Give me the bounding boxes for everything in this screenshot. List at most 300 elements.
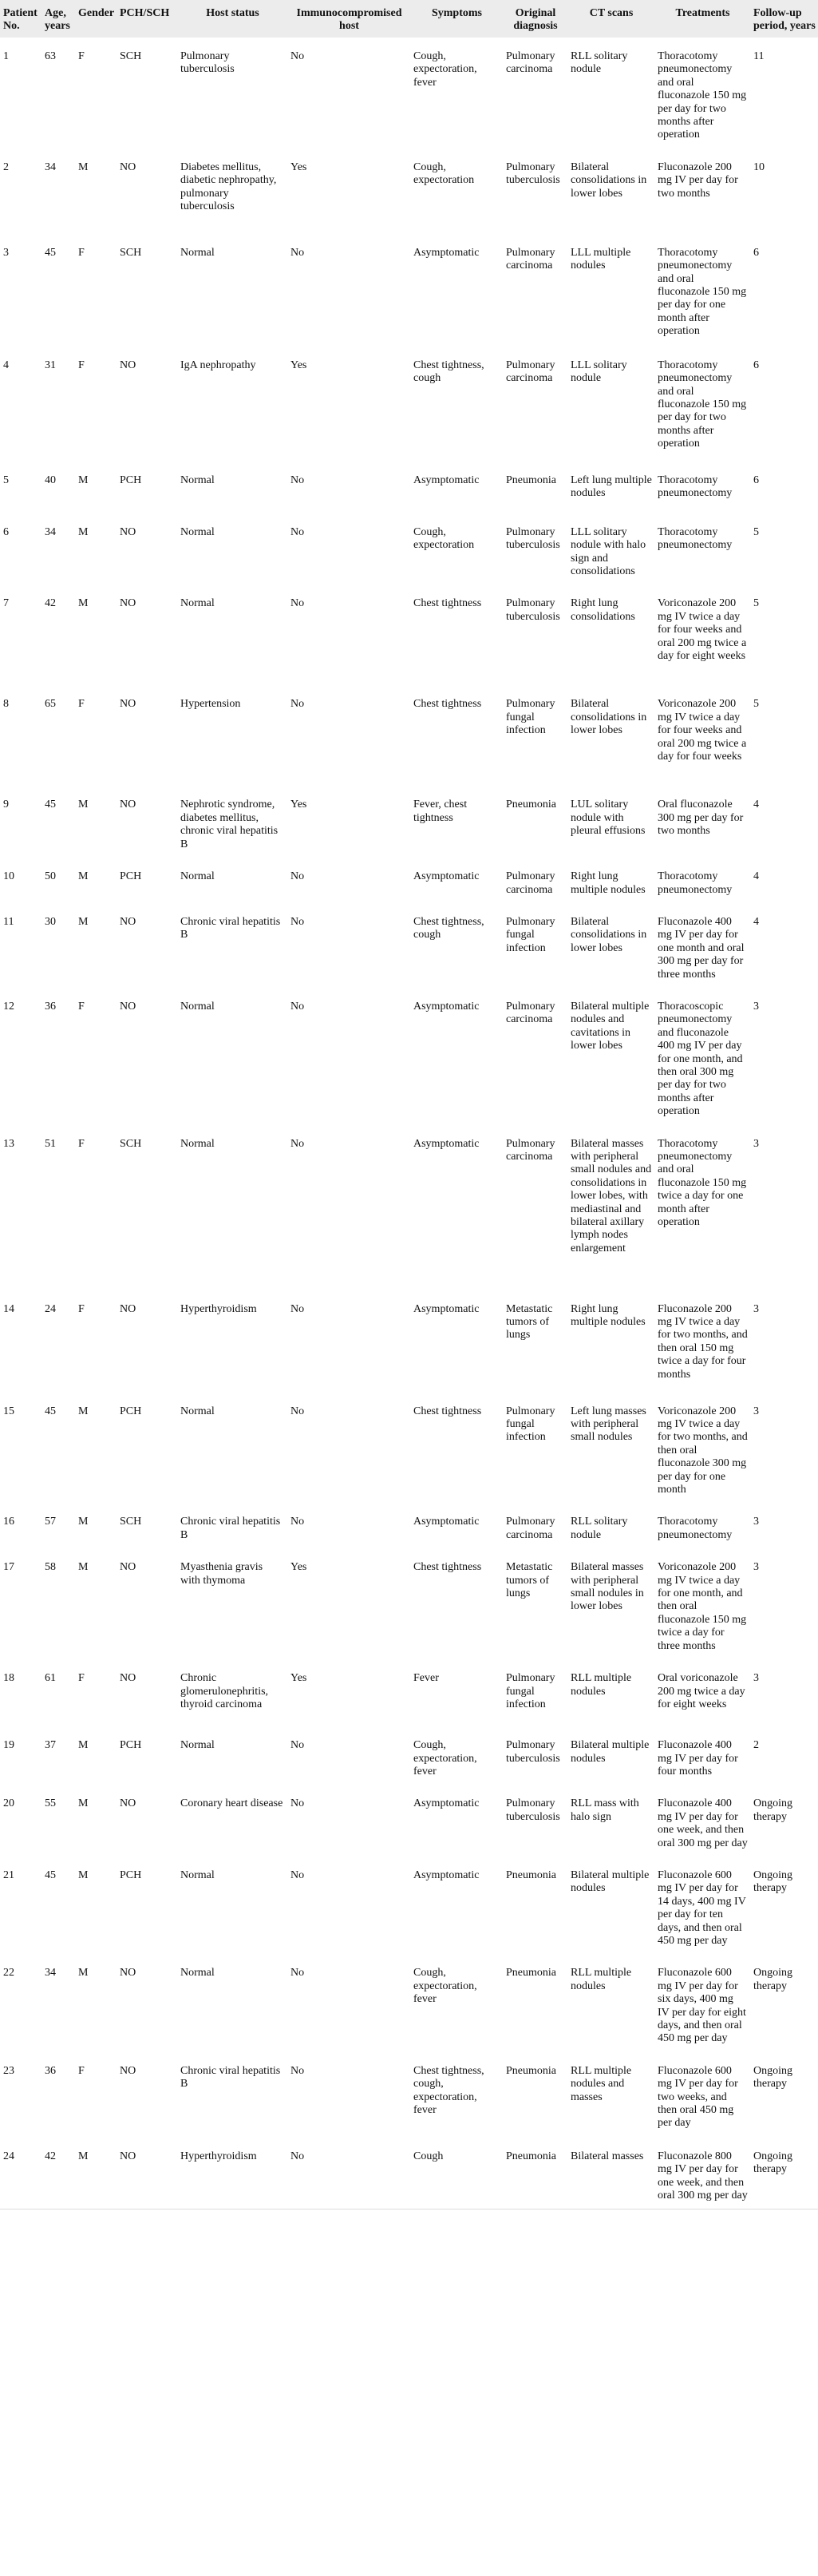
- cell-ct-scans: Bilateral multiple nodules and cavitations in lower lobes: [567, 988, 654, 1125]
- cell-age: 57: [41, 1504, 75, 1549]
- cell-ct-scans: Bilateral consolidations in lower lobes: [567, 903, 654, 988]
- table-row: [0, 149, 818, 234]
- cell-host-status: Chronic viral hepatitis B: [177, 1504, 287, 1549]
- cell-original-diagnosis: Pneumonia: [503, 787, 567, 858]
- cell-immunocompromised: No: [287, 1125, 410, 1290]
- cell-pch-sch: PCH: [117, 1857, 177, 1954]
- cell-symptoms: Cough, expectoration, fever: [410, 1955, 503, 2052]
- cell-age: 34: [41, 1955, 75, 2052]
- cell-pch-sch: PCH: [117, 858, 177, 904]
- cell-original-diagnosis: Pulmonary tuberculosis: [503, 1727, 567, 1785]
- cell-immunocompromised: No: [287, 513, 410, 585]
- cell-gender: M: [75, 2138, 117, 2209]
- header-host-status: Host status: [177, 0, 287, 38]
- cell-age: 40: [41, 462, 75, 513]
- cell-treatments: Fluconazole 800 mg IV per day for one week, and then oral 300 mg per day: [654, 2138, 750, 2209]
- cell-treatments: Thoracotomy pneumonectomy and oral fluconazole 150 mg twice a day for one month after operation: [654, 1125, 750, 1290]
- cell-host-status: Chronic viral hepatitis B: [177, 903, 287, 988]
- cell-immunocompromised: No: [287, 686, 410, 787]
- cell-treatments: Voriconazole 200 mg IV twice a day for four weeks and oral 200 mg twice a day for eight weeks: [654, 585, 750, 686]
- cell-symptoms: Chest tightness: [410, 1393, 503, 1504]
- cell-host-status: Normal: [177, 988, 287, 1125]
- cell-treatments: Thoracotomy pneumonectomy: [654, 858, 750, 904]
- cell-age: 63: [41, 38, 75, 149]
- cell-original-diagnosis: Pneumonia: [503, 2138, 567, 2209]
- cell-patient-no: 21: [0, 1857, 41, 1954]
- cell-original-diagnosis: Pulmonary fungal infection: [503, 1393, 567, 1504]
- cell-follow-up: Ongoing therapy: [750, 2138, 818, 2209]
- cell-ct-scans: Right lung multiple nodules: [567, 858, 654, 904]
- cell-host-status: Myasthenia gravis with thymoma: [177, 1549, 287, 1660]
- cell-gender: M: [75, 585, 117, 686]
- cell-patient-no: 18: [0, 1660, 41, 1727]
- cell-original-diagnosis: Pulmonary carcinoma: [503, 347, 567, 462]
- table-row: [0, 858, 818, 904]
- cell-patient-no: 16: [0, 1504, 41, 1549]
- cell-gender: F: [75, 1125, 117, 1290]
- table-row: [0, 1290, 818, 1393]
- cell-ct-scans: RLL mass with halo sign: [567, 1785, 654, 1857]
- table-row: [0, 38, 818, 149]
- cell-ct-scans: RLL multiple nodules: [567, 1955, 654, 2052]
- cell-age: 36: [41, 2052, 75, 2138]
- cell-age: 42: [41, 2138, 75, 2209]
- cell-original-diagnosis: Pneumonia: [503, 1857, 567, 1954]
- cell-follow-up: 4: [750, 787, 818, 858]
- cell-pch-sch: PCH: [117, 1393, 177, 1504]
- table-row: [0, 903, 818, 988]
- cell-gender: M: [75, 1504, 117, 1549]
- cell-gender: M: [75, 462, 117, 513]
- cell-treatments: Fluconazole 400 mg IV per day for one month and oral 300 mg per day for three months: [654, 903, 750, 988]
- cell-original-diagnosis: Pulmonary carcinoma: [503, 858, 567, 904]
- cell-treatments: Fluconazole 400 mg IV per day for four months: [654, 1727, 750, 1785]
- cell-treatments: Oral voriconazole 200 mg twice a day for eight weeks: [654, 1660, 750, 1727]
- cell-treatments: Fluconazole 400 mg IV per day for one week, and then oral 300 mg per day: [654, 1785, 750, 1857]
- cell-pch-sch: NO: [117, 585, 177, 686]
- cell-immunocompromised: Yes: [287, 787, 410, 858]
- cell-patient-no: 11: [0, 903, 41, 988]
- cell-original-diagnosis: Pneumonia: [503, 462, 567, 513]
- cell-follow-up: 3: [750, 1549, 818, 1660]
- header-age: Age, years: [41, 0, 75, 38]
- cell-pch-sch: NO: [117, 1955, 177, 2052]
- cell-patient-no: 12: [0, 988, 41, 1125]
- cell-host-status: IgA nephropathy: [177, 347, 287, 462]
- cell-pch-sch: SCH: [117, 38, 177, 149]
- cell-gender: F: [75, 686, 117, 787]
- cell-age: 34: [41, 513, 75, 585]
- table-row: [0, 1785, 818, 1857]
- cell-gender: M: [75, 1785, 117, 1857]
- table-row: [0, 1955, 818, 2052]
- cell-original-diagnosis: Pulmonary carcinoma: [503, 38, 567, 149]
- cell-ct-scans: Right lung multiple nodules: [567, 1290, 654, 1393]
- cell-age: 65: [41, 686, 75, 787]
- cell-ct-scans: RLL solitary nodule: [567, 1504, 654, 1549]
- cell-follow-up: 10: [750, 149, 818, 234]
- cell-pch-sch: PCH: [117, 462, 177, 513]
- cell-immunocompromised: No: [287, 1504, 410, 1549]
- cell-follow-up: Ongoing therapy: [750, 2052, 818, 2138]
- cell-symptoms: Chest tightness: [410, 1549, 503, 1660]
- cell-symptoms: Fever, chest tightness: [410, 787, 503, 858]
- cell-original-diagnosis: Pneumonia: [503, 1955, 567, 2052]
- cell-follow-up: 4: [750, 903, 818, 988]
- cell-ct-scans: Bilateral multiple nodules: [567, 1727, 654, 1785]
- cell-gender: M: [75, 787, 117, 858]
- cell-immunocompromised: No: [287, 38, 410, 149]
- cell-patient-no: 5: [0, 462, 41, 513]
- cell-treatments: Fluconazole 600 mg IV per day for six days, 400 mg IV per day for eight days, and then oral 450 mg per day: [654, 1955, 750, 2052]
- cell-host-status: Chronic glomerulonephritis, thyroid carcinoma: [177, 1660, 287, 1727]
- cell-age: 36: [41, 988, 75, 1125]
- cell-gender: M: [75, 1727, 117, 1785]
- cell-pch-sch: NO: [117, 2052, 177, 2138]
- cell-symptoms: Asymptomatic: [410, 1290, 503, 1393]
- cell-symptoms: Asymptomatic: [410, 988, 503, 1125]
- cell-age: 31: [41, 347, 75, 462]
- cell-immunocompromised: No: [287, 1955, 410, 2052]
- cell-symptoms: Fever: [410, 1660, 503, 1727]
- cell-patient-no: 13: [0, 1125, 41, 1290]
- table-row: [0, 1549, 818, 1660]
- cell-follow-up: 6: [750, 347, 818, 462]
- cell-follow-up: Ongoing therapy: [750, 1785, 818, 1857]
- cell-pch-sch: NO: [117, 988, 177, 1125]
- cell-gender: M: [75, 149, 117, 234]
- cell-ct-scans: Bilateral masses: [567, 2138, 654, 2209]
- cell-age: 37: [41, 1727, 75, 1785]
- cell-immunocompromised: No: [287, 2138, 410, 2209]
- table-row: [0, 2138, 818, 2209]
- cell-ct-scans: Bilateral masses with peripheral small nodules in lower lobes: [567, 1549, 654, 1660]
- cell-patient-no: 4: [0, 347, 41, 462]
- cell-follow-up: 3: [750, 1290, 818, 1393]
- cell-ct-scans: LLL solitary nodule: [567, 347, 654, 462]
- cell-age: 34: [41, 149, 75, 234]
- cell-treatments: Thoracotomy pneumonectomy: [654, 1504, 750, 1549]
- cell-treatments: Thoracotomy pneumonectomy and oral fluconazole 150 mg per day for two months after operation: [654, 347, 750, 462]
- cell-treatments: Fluconazole 600 mg IV per day for 14 days, 400 mg IV per day for ten days, and then oral 450 mg per day: [654, 1857, 750, 1954]
- table-row: [0, 347, 818, 462]
- header-follow-up: Follow-up period, years: [750, 0, 818, 38]
- table-row: [0, 787, 818, 858]
- cell-symptoms: Chest tightness, cough: [410, 903, 503, 988]
- cell-treatments: Oral fluconazole 300 mg per day for two months: [654, 787, 750, 858]
- cell-host-status: Normal: [177, 858, 287, 904]
- cell-immunocompromised: No: [287, 1290, 410, 1393]
- cell-age: 55: [41, 1785, 75, 1857]
- cell-host-status: Normal: [177, 1955, 287, 2052]
- table-row: [0, 513, 818, 585]
- cell-gender: F: [75, 988, 117, 1125]
- cell-pch-sch: NO: [117, 1290, 177, 1393]
- cell-pch-sch: SCH: [117, 1125, 177, 1290]
- cell-symptoms: Asymptomatic: [410, 1125, 503, 1290]
- cell-original-diagnosis: Pulmonary carcinoma: [503, 1125, 567, 1290]
- header-pch-sch: PCH/SCH: [117, 0, 177, 38]
- cell-immunocompromised: No: [287, 585, 410, 686]
- cell-treatments: Voriconazole 200 mg IV twice a day for four weeks and oral 200 mg twice a day for four weeks: [654, 686, 750, 787]
- table-row: [0, 1125, 818, 1290]
- cell-immunocompromised: No: [287, 1727, 410, 1785]
- cell-ct-scans: RLL solitary nodule: [567, 38, 654, 149]
- table-row: [0, 1857, 818, 1954]
- cell-patient-no: 1: [0, 38, 41, 149]
- cell-symptoms: Cough, expectoration: [410, 513, 503, 585]
- cell-immunocompromised: No: [287, 1857, 410, 1954]
- cell-original-diagnosis: Pulmonary tuberculosis: [503, 513, 567, 585]
- cell-patient-no: 22: [0, 1955, 41, 2052]
- cell-patient-no: 2: [0, 149, 41, 234]
- cell-follow-up: 5: [750, 686, 818, 787]
- cell-age: 24: [41, 1290, 75, 1393]
- cell-gender: F: [75, 234, 117, 347]
- cell-ct-scans: Left lung multiple nodules: [567, 462, 654, 513]
- cell-gender: M: [75, 513, 117, 585]
- cell-follow-up: 3: [750, 988, 818, 1125]
- cell-gender: M: [75, 1393, 117, 1504]
- cell-ct-scans: Bilateral multiple nodules: [567, 1857, 654, 1954]
- cell-gender: M: [75, 1857, 117, 1954]
- cell-gender: F: [75, 1290, 117, 1393]
- cell-treatments: Fluconazole 600 mg IV per day for two weeks, and then oral 450 mg per day: [654, 2052, 750, 2138]
- cell-symptoms: Asymptomatic: [410, 1504, 503, 1549]
- cell-original-diagnosis: Pulmonary fungal infection: [503, 1660, 567, 1727]
- header-symptoms: Symptoms: [410, 0, 503, 38]
- cell-gender: M: [75, 1955, 117, 2052]
- cell-immunocompromised: No: [287, 858, 410, 904]
- cell-treatments: Thoracoscopic pneumonectomy and fluconazole 400 mg IV per day for one month, and then oral 300 mg per day for two months after operation: [654, 988, 750, 1125]
- cell-follow-up: 5: [750, 513, 818, 585]
- cell-follow-up: 11: [750, 38, 818, 149]
- cell-host-status: Hypertension: [177, 686, 287, 787]
- cell-follow-up: 5: [750, 585, 818, 686]
- cell-symptoms: Asymptomatic: [410, 462, 503, 513]
- cell-immunocompromised: No: [287, 903, 410, 988]
- header-gender: Gender: [75, 0, 117, 38]
- cell-immunocompromised: No: [287, 462, 410, 513]
- table-row: [0, 234, 818, 347]
- cell-immunocompromised: No: [287, 234, 410, 347]
- cell-original-diagnosis: Pneumonia: [503, 2052, 567, 2138]
- cell-pch-sch: NO: [117, 686, 177, 787]
- cell-host-status: Nephrotic syndrome, diabetes mellitus, chronic viral hepatitis B: [177, 787, 287, 858]
- cell-pch-sch: NO: [117, 1549, 177, 1660]
- cell-patient-no: 8: [0, 686, 41, 787]
- cell-pch-sch: SCH: [117, 234, 177, 347]
- table-row: [0, 462, 818, 513]
- cell-gender: M: [75, 858, 117, 904]
- cell-immunocompromised: No: [287, 1785, 410, 1857]
- cell-symptoms: Chest tightness: [410, 686, 503, 787]
- table-row: [0, 1393, 818, 1504]
- cell-treatments: Fluconazole 200 mg IV twice a day for two months, and then oral 150 mg twice a day for four months: [654, 1290, 750, 1393]
- cell-original-diagnosis: Metastatic tumors of lungs: [503, 1549, 567, 1660]
- cell-host-status: Normal: [177, 1393, 287, 1504]
- cell-original-diagnosis: Pulmonary carcinoma: [503, 988, 567, 1125]
- cell-pch-sch: NO: [117, 2138, 177, 2209]
- header-immunocompromised: Immunocompromised host: [287, 0, 410, 38]
- cell-original-diagnosis: Pulmonary fungal infection: [503, 903, 567, 988]
- cell-ct-scans: LLL multiple nodules: [567, 234, 654, 347]
- table-row: [0, 1504, 818, 1549]
- cell-patient-no: 7: [0, 585, 41, 686]
- cell-age: 58: [41, 1549, 75, 1660]
- header-row: [0, 0, 818, 38]
- cell-host-status: Hyperthyroidism: [177, 1290, 287, 1393]
- cell-symptoms: Asymptomatic: [410, 1857, 503, 1954]
- cell-original-diagnosis: Metastatic tumors of lungs: [503, 1290, 567, 1393]
- cell-gender: M: [75, 903, 117, 988]
- cell-pch-sch: NO: [117, 149, 177, 234]
- cell-pch-sch: NO: [117, 787, 177, 858]
- cell-gender: M: [75, 1549, 117, 1660]
- cell-pch-sch: NO: [117, 513, 177, 585]
- cell-immunocompromised: No: [287, 1393, 410, 1504]
- cell-symptoms: Asymptomatic: [410, 234, 503, 347]
- table-row: [0, 988, 818, 1125]
- cell-follow-up: 4: [750, 858, 818, 904]
- cell-patient-no: 19: [0, 1727, 41, 1785]
- cell-host-status: Chronic viral hepatitis B: [177, 2052, 287, 2138]
- table-row: [0, 686, 818, 787]
- cell-age: 45: [41, 787, 75, 858]
- cell-patient-no: 17: [0, 1549, 41, 1660]
- cell-patient-no: 15: [0, 1393, 41, 1504]
- cell-age: 45: [41, 234, 75, 347]
- cell-symptoms: Cough, expectoration, fever: [410, 38, 503, 149]
- cell-symptoms: Asymptomatic: [410, 1785, 503, 1857]
- header-treatments: Treatments: [654, 0, 750, 38]
- cell-patient-no: 10: [0, 858, 41, 904]
- cell-symptoms: Chest tightness: [410, 585, 503, 686]
- cell-ct-scans: Bilateral consolidations in lower lobes: [567, 149, 654, 234]
- cell-original-diagnosis: Pulmonary carcinoma: [503, 234, 567, 347]
- cell-gender: F: [75, 2052, 117, 2138]
- cell-host-status: Normal: [177, 234, 287, 347]
- cell-age: 30: [41, 903, 75, 988]
- cell-treatments: Thoracotomy pneumonectomy and oral fluconazole 150 mg per day for two months after operation: [654, 38, 750, 149]
- cell-follow-up: 3: [750, 1125, 818, 1290]
- cell-ct-scans: Right lung consolidations: [567, 585, 654, 686]
- cell-ct-scans: RLL multiple nodules and masses: [567, 2052, 654, 2138]
- cell-original-diagnosis: Pulmonary tuberculosis: [503, 149, 567, 234]
- cell-host-status: Normal: [177, 1125, 287, 1290]
- cell-ct-scans: RLL multiple nodules: [567, 1660, 654, 1727]
- cell-symptoms: Cough, expectoration: [410, 149, 503, 234]
- cell-original-diagnosis: Pulmonary tuberculosis: [503, 1785, 567, 1857]
- cell-patient-no: 14: [0, 1290, 41, 1393]
- cell-host-status: Diabetes mellitus, diabetic nephropathy, pulmonary tuberculosis: [177, 149, 287, 234]
- cell-treatments: Voriconazole 200 mg IV twice a day for two months, and then oral fluconazole 300 mg per day for one month: [654, 1393, 750, 1504]
- cell-ct-scans: Bilateral masses with peripheral small nodules and consolidations in lower lobes, with mediastinal and bilateral axillary lymph nodes enlargement: [567, 1125, 654, 1290]
- cell-patient-no: 24: [0, 2138, 41, 2209]
- cell-patient-no: 3: [0, 234, 41, 347]
- cell-age: 45: [41, 1393, 75, 1504]
- cell-age: 42: [41, 585, 75, 686]
- table-body: [0, 38, 818, 2209]
- cell-host-status: Normal: [177, 1857, 287, 1954]
- cell-follow-up: 2: [750, 1727, 818, 1785]
- cell-gender: F: [75, 38, 117, 149]
- cell-ct-scans: Left lung masses with peripheral small nodules: [567, 1393, 654, 1504]
- cell-patient-no: 23: [0, 2052, 41, 2138]
- cell-pch-sch: NO: [117, 347, 177, 462]
- cell-treatments: Thoracotomy pneumonectomy: [654, 513, 750, 585]
- cell-gender: F: [75, 347, 117, 462]
- cell-host-status: Hyperthyroidism: [177, 2138, 287, 2209]
- table-row: [0, 1727, 818, 1785]
- cell-treatments: Fluconazole 200 mg IV per day for two months: [654, 149, 750, 234]
- cell-ct-scans: Bilateral consolidations in lower lobes: [567, 686, 654, 787]
- cell-pch-sch: NO: [117, 1660, 177, 1727]
- cell-follow-up: 6: [750, 234, 818, 347]
- cell-host-status: Coronary heart disease: [177, 1785, 287, 1857]
- cell-patient-no: 20: [0, 1785, 41, 1857]
- table-row: [0, 2052, 818, 2138]
- header-patient-no: Patient No.: [0, 0, 41, 38]
- cell-original-diagnosis: Pulmonary carcinoma: [503, 1504, 567, 1549]
- cell-immunocompromised: Yes: [287, 1660, 410, 1727]
- cell-age: 51: [41, 1125, 75, 1290]
- cell-host-status: Normal: [177, 585, 287, 686]
- cell-treatments: Thoracotomy pneumonectomy and oral fluconazole 150 mg per day for one month after operation: [654, 234, 750, 347]
- cell-age: 45: [41, 1857, 75, 1954]
- cell-symptoms: Cough: [410, 2138, 503, 2209]
- cell-immunocompromised: Yes: [287, 1549, 410, 1660]
- cell-pch-sch: SCH: [117, 1504, 177, 1549]
- header-original-diagnosis: Original diagnosis: [503, 0, 567, 38]
- table-row: [0, 1660, 818, 1727]
- cell-age: 50: [41, 858, 75, 904]
- cell-host-status: Normal: [177, 462, 287, 513]
- cell-symptoms: Cough, expectoration, fever: [410, 1727, 503, 1785]
- cell-follow-up: 3: [750, 1393, 818, 1504]
- cell-immunocompromised: No: [287, 988, 410, 1125]
- cell-treatments: Voriconazole 200 mg IV twice a day for one month, and then oral fluconazole 150 mg twice a day for three months: [654, 1549, 750, 1660]
- cell-follow-up: 3: [750, 1660, 818, 1727]
- cell-symptoms: Chest tightness, cough, expectoration, fever: [410, 2052, 503, 2138]
- table-row: [0, 585, 818, 686]
- cell-follow-up: Ongoing therapy: [750, 1857, 818, 1954]
- cell-pch-sch: NO: [117, 903, 177, 988]
- cell-symptoms: Asymptomatic: [410, 858, 503, 904]
- cell-host-status: Pulmonary tuberculosis: [177, 38, 287, 149]
- cell-follow-up: 3: [750, 1504, 818, 1549]
- cell-original-diagnosis: Pulmonary fungal infection: [503, 686, 567, 787]
- cell-pch-sch: PCH: [117, 1727, 177, 1785]
- cell-symptoms: Chest tightness, cough: [410, 347, 503, 462]
- cell-follow-up: Ongoing therapy: [750, 1955, 818, 2052]
- cell-immunocompromised: No: [287, 2052, 410, 2138]
- cell-host-status: Normal: [177, 513, 287, 585]
- cell-patient-no: 9: [0, 787, 41, 858]
- header-ct-scans: CT scans: [567, 0, 654, 38]
- cell-follow-up: 6: [750, 462, 818, 513]
- cell-host-status: Normal: [177, 1727, 287, 1785]
- cell-ct-scans: LLL solitary nodule with halo sign and consolidations: [567, 513, 654, 585]
- cell-gender: F: [75, 1660, 117, 1727]
- cell-original-diagnosis: Pulmonary tuberculosis: [503, 585, 567, 686]
- cell-age: 61: [41, 1660, 75, 1727]
- cell-immunocompromised: Yes: [287, 149, 410, 234]
- cell-patient-no: 6: [0, 513, 41, 585]
- cell-treatments: Thoracotomy pneumonectomy: [654, 462, 750, 513]
- cell-ct-scans: LUL solitary nodule with pleural effusions: [567, 787, 654, 858]
- cell-pch-sch: NO: [117, 1785, 177, 1857]
